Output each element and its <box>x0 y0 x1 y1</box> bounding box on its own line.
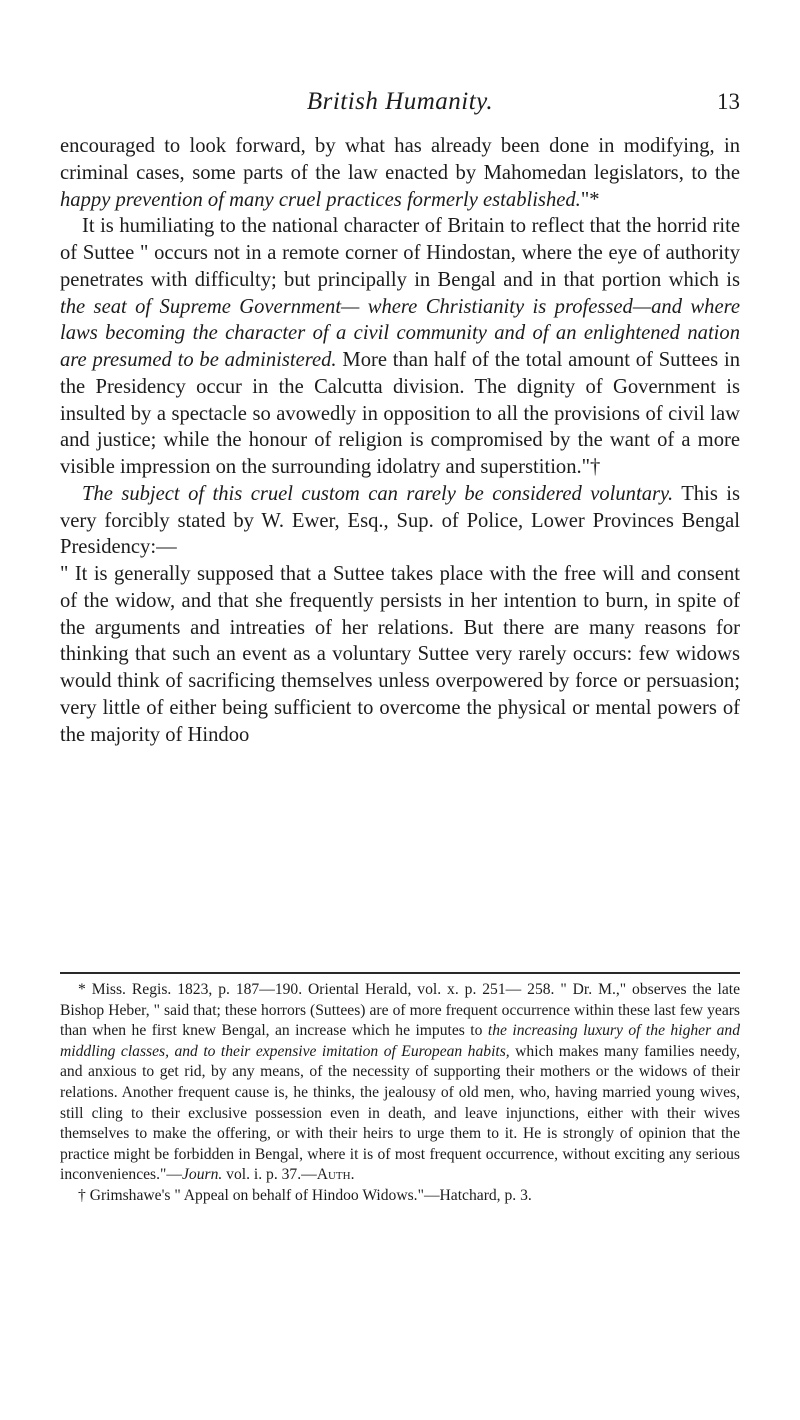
text-run: " It is generally supposed that a Suttee takes place with the free will and consent of the widow, and that she frequently persists in her intention to burn, in spite of the arguments and intreaties of her relations. But there are many reasons for thinking that such an event as a voluntary Suttee very rarely occurs: few widows would think of sacrificing themselves unless overpowered by force or persuasion; very little of either being sufficient to overcome the physical or mental powers of the majority of Hindoo <box>60 563 740 746</box>
italic-run: the increasing luxury of the higher and middling classes, and to their expensive imitation of European habits, <box>60 1022 740 1060</box>
text-run: This is very forcibly stated by W. Ewer, Esq., Sup. of Police, Lower Provinces Bengal Presidency:— <box>60 482 740 559</box>
text-run: More than half of the total amount of Suttees in the Presidency occur in the Calcutta division. The dignity of Government is insulted by a spectacle so avowedly in opposition to all the provisions of civil law and justice; while the honour of religion is compromised by the want of a more visible impression on the surrounding idolatry and superstition."† <box>60 349 740 478</box>
text-run: encouraged to look forward, by what has already been done in modifying, in criminal cases, some parts of the law enacted by Mahomedan legislators, to the <box>60 135 740 184</box>
text-run: It is humiliating to the national character of Britain to reflect that the horrid rite of Suttee " occurs not in a remote corner of Hindostan, where the eye of authority penetrates with difficulty; but principally in Bengal and in that portion which is <box>60 215 740 291</box>
footnote-1 <box>60 980 740 1186</box>
italic-run: The subject of this cruel custom can rarely be considered voluntary. <box>82 482 674 505</box>
body-text <box>60 133 740 748</box>
running-head <box>60 84 740 120</box>
footnote-ref: "* <box>580 188 600 211</box>
running-title: British Humanity. <box>306 88 494 115</box>
paragraph-quotation <box>60 561 740 748</box>
footnotes <box>60 980 740 1207</box>
text-run: † Grimshawe's " Appeal on behalf of Hindoo Widows."—Hatchard, p. 3. <box>78 1186 532 1204</box>
paragraph-continued <box>60 133 740 213</box>
italic-run: the seat of Supreme Government— where Christianity is professed—and where laws becoming the character of a civil community and of an enlightened nation are presumed to be administered. <box>60 295 740 371</box>
text-run: which makes many families needy, and anxious to get rid, by any means, of the necessity of supporting their mothers or the widows of their relations. Another frequent cause is, he thinks, the jealousy of old men, who, having married young wives, still cling to their exclusive possession even in death, and leave injunctions, either with their wives themselves to make the offering, or with their heirs to urge them to it. He is strongly of opinion that the practice might be forbidden in Bengal, where it is of most frequent occurrence, without exciting any serious inconveniences."— <box>60 1042 740 1184</box>
page-number: 13 <box>717 89 740 114</box>
paragraph-voluntary <box>60 481 740 561</box>
text-run: * Miss. Regis. 1823, p. 187—190. Oriental Herald, vol. x. p. 251— 258. " Dr. M.," observes the late Bishop Heber, " said that; these horrors (Suttees) are of more frequent occurrence within these last few years than when he first knew Bengal, an increase which he imputes to <box>60 981 740 1040</box>
small-caps-run: Auth. <box>316 1166 355 1184</box>
italic-run: happy prevention of many cruel practices formerly established. <box>60 188 581 211</box>
footnote-rule <box>60 972 740 974</box>
italic-run: Journ. <box>181 1166 223 1184</box>
footnote-2 <box>60 1186 740 1207</box>
paragraph-suttee <box>60 213 740 481</box>
text-run: vol. i. p. 37.— <box>222 1166 317 1184</box>
